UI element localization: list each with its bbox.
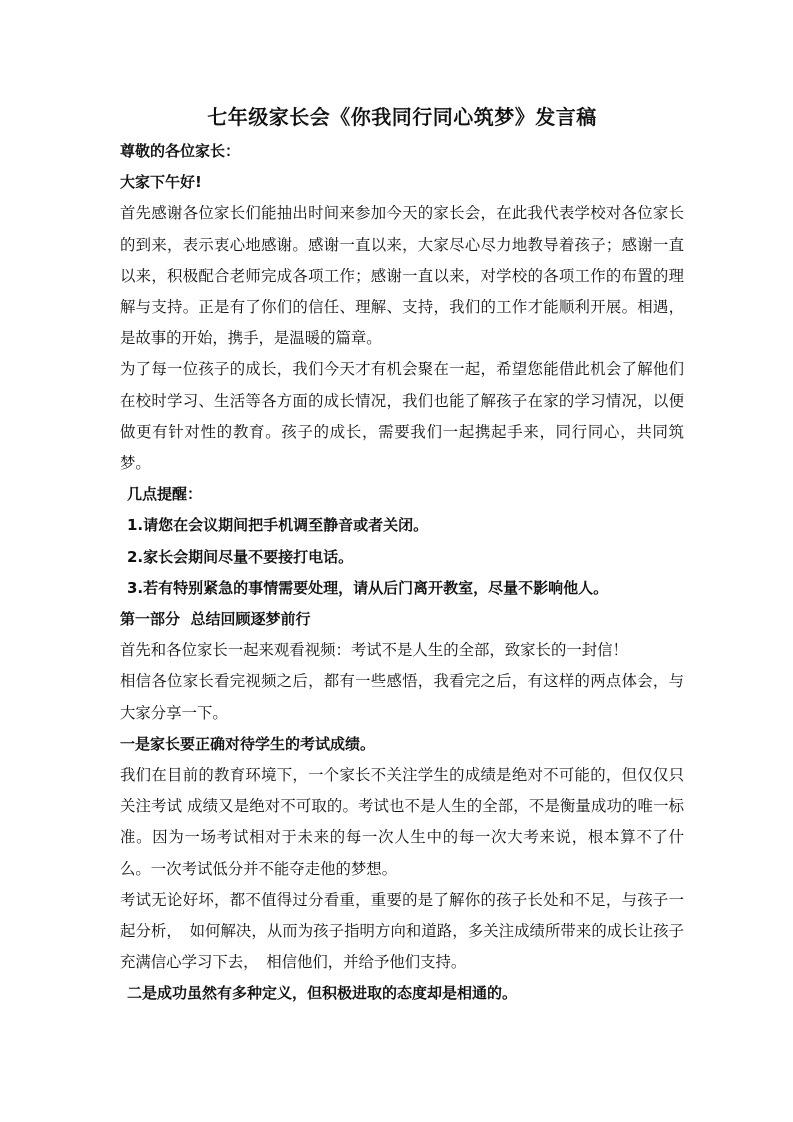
reminder-item: 1.请您在会议期间把手机调至静音或者关闭。 (127, 516, 429, 535)
body-paragraph: 相信各位家长看完视频之后，都有一些感悟，我看完之后，有这样的两点体会，与大家分享一下。 (120, 672, 684, 722)
section-heading: 第一部分 总结回顾逐梦前行 (120, 610, 311, 629)
body-paragraph: 考试无论好坏，都不值得过分看重，重要的是了解你的孩子长处和不足，与孩子一起分析， 如何解决，从而为孩子指明方向和道路，多关注成绩所带来的成长让孩子充满信心学习下去， 相信他们，并给予他们支持。 (120, 890, 684, 972)
salutation: 尊敬的各位家长： (120, 142, 241, 160)
body-paragraph: 我们在目前的教育环境下，一个家长不关注学生的成绩是绝对不可能的，但仅仅只关注考试 成绩又是绝对不可取的。考试也不是人生的全部，不是衡量成功的唯一标准。因为一场考试相对于未来的每一次人生中的每一次大考来说，根本算不了什么。一次考试低分并不能夺走他的梦想。 (120, 766, 684, 878)
intro-paragraph: 首先感谢各位家长们能抽出时间来参加今天的家长会，在此我代表学校对各位家长的到来，表示衷心地感谢。感谢一直以来，大家尽心尽力地教导着孩子；感谢一直以来，积极配合老师完成各项工作；感谢一直以来，对学校的各项工作的布置的理解与支持。正是有了你们的信任、理解、支持，我们的工作才能顺利开展。相遇，是故事的开始，携手，是温暖的篇章。 (120, 204, 684, 348)
body-paragraph: 首先和各位家长一起来观看视频：考试不是人生的全部，致家长的一封信！ (120, 641, 628, 660)
reminders-heading: 几点提醒： (127, 485, 203, 504)
document-title: 七年级家长会《你我同行同心筑梦》发言稿 (207, 105, 597, 129)
point-heading: 二是成功虽然有多种定义，但积极进取的态度却是相通的。 (127, 984, 518, 1003)
reminder-item: 3.若有特别紧急的事情需要处理，请从后门离开教室，尽量不影响他人。 (127, 578, 609, 597)
reminder-item: 2.家长会期间尽量不要接打电话。 (127, 547, 354, 566)
greeting: 大家下午好! (120, 173, 202, 192)
intro-paragraph: 为了每一位孩子的成长，我们今天才有机会聚在一起，希望您能借此机会了解他们在校时学习、生活等各方面的成长情况，我们也能了解孩子在家的学习情况，以便做更有针对性的教育。孩子的成长，需要我们一起携起手来，同行同心，共同筑梦。 (120, 360, 684, 473)
document-page (120, 100, 684, 1010)
point-heading: 一是家长要正确对待学生的考试成绩。 (120, 734, 376, 753)
